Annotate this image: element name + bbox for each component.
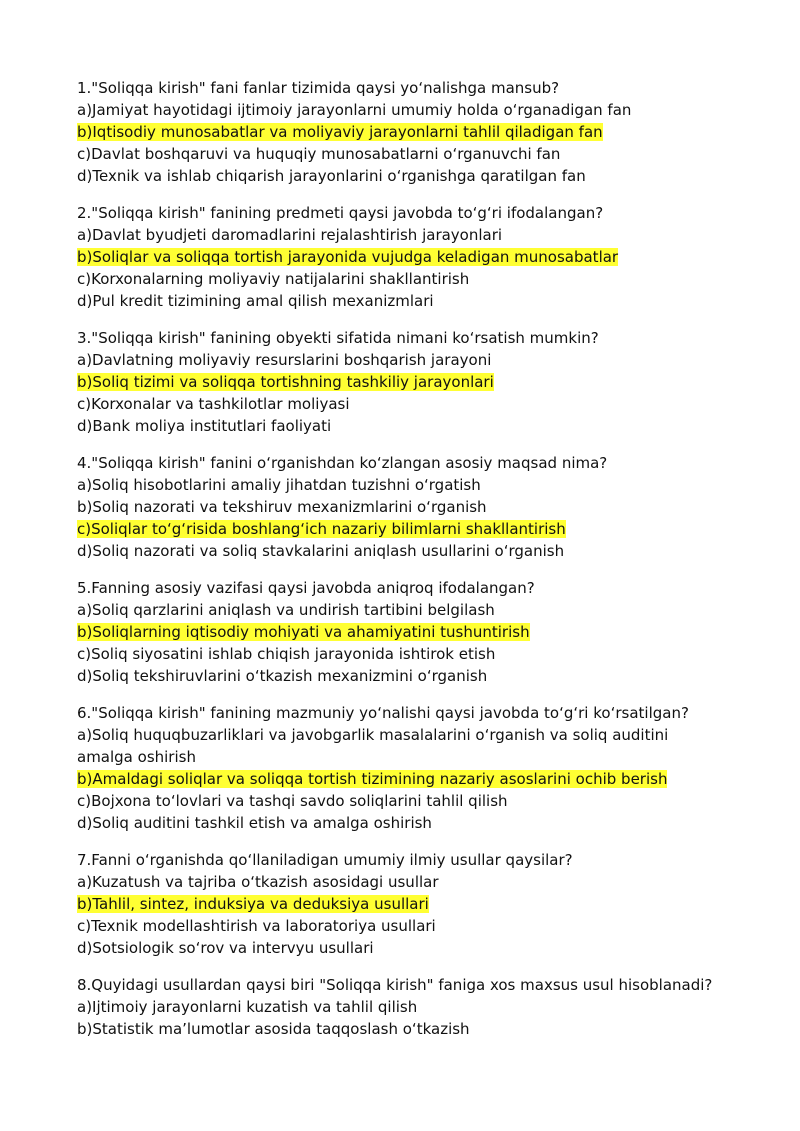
answer-option-text: c)Texnik modellashtirish va laboratoriya usullari xyxy=(77,917,436,935)
answer-option-text: a)Jamiyat hayotidagi ijtimoiy jarayonlarni umumiy holda o‘rganadigan fan xyxy=(77,101,632,119)
answer-option-text: b)Iqtisodiy munosabatlar va moliyaviy jarayonlarni tahlil qiladigan fan xyxy=(77,123,603,141)
question-text: 6."Soliqqa kirish" fanining mazmuniy yo‘nalishi qaysi javobda to‘g‘ri ko‘rsatilgan? xyxy=(77,704,689,722)
answer-option xyxy=(77,165,760,187)
answer-option xyxy=(77,268,760,290)
answer-option xyxy=(77,224,760,246)
answer-option-text: b)Amaldagi soliqlar va soliqqa tortish tizimining nazariy asoslarini ochib berish xyxy=(77,770,668,788)
answer-option xyxy=(77,871,760,893)
answer-option-text: a)Soliq hisobotlarini amaliy jihatdan tuzishni o‘rgatish xyxy=(77,476,481,494)
question-list xyxy=(77,77,760,1040)
answer-option-text: d)Soliq tekshiruvlarini o‘tkazish mexanizmini o‘rganish xyxy=(77,667,488,685)
answer-option xyxy=(77,99,760,121)
question-block xyxy=(77,577,760,687)
answer-option-text: d)Sotsiologik so‘rov va intervyu usullari xyxy=(77,939,374,957)
answer-option-correct xyxy=(77,893,760,915)
answer-option xyxy=(77,1018,760,1040)
answer-option xyxy=(77,915,760,937)
answer-option xyxy=(77,143,760,165)
answer-option xyxy=(77,996,760,1018)
question-text: 5.Fanning asosiy vazifasi qaysi javobda aniqroq ifodalangan? xyxy=(77,579,535,597)
answer-option-text: a)Davlat byudjeti daromadlarini rejalashtirish jarayonlari xyxy=(77,226,503,244)
question-text: 8.Quyidagi usullardan qaysi biri "Soliqqa kirish" faniga xos maxsus usul hisoblanadi? xyxy=(77,976,713,994)
answer-option xyxy=(77,393,760,415)
answer-option-text: d)Soliq auditini tashkil etish va amalga oshirish xyxy=(77,814,432,832)
answer-option-text: c)Soliqlar to‘g‘risida boshlang‘ich nazariy bilimlarni shakllantirish xyxy=(77,520,566,538)
answer-option-text: b)Soliqlar va soliqqa tortish jarayonida vujudga keladigan munosabatlar xyxy=(77,248,619,266)
question-block xyxy=(77,702,760,834)
answer-option-text: a)Ijtimoiy jarayonlarni kuzatish va tahlil qilish xyxy=(77,998,418,1016)
question-block xyxy=(77,77,760,187)
answer-option-text: b)Soliq nazorati va tekshiruv mexanizmlarini o‘rganish xyxy=(77,498,487,516)
question-block xyxy=(77,452,760,562)
answer-option xyxy=(77,937,760,959)
question-block xyxy=(77,974,760,1040)
answer-option-text: c)Korxonalarning moliyaviy natijalarini shakllantirish xyxy=(77,270,470,288)
answer-option-text: d)Texnik va ishlab chiqarish jarayonlarini o‘rganishga qaratilgan fan xyxy=(77,167,586,185)
answer-option-text: c)Korxonalar va tashkilotlar moliyasi xyxy=(77,395,350,413)
question-text: 7.Fanni o‘rganishda qo‘llaniladigan umumiy ilmiy usullar qaysilar? xyxy=(77,851,573,869)
answer-option-correct xyxy=(77,246,760,268)
answer-option-text: b)Statistik ma’lumotlar asosida taqqoslash o‘tkazish xyxy=(77,1020,470,1038)
question-block xyxy=(77,202,760,312)
answer-option-text: a)Soliq huquqbuzarliklari va javobgarlik masalalarini o‘rganish va soliq auditini amalga oshirish xyxy=(77,726,669,766)
answer-option xyxy=(77,415,760,437)
question-text: 1."Soliqqa kirish" fani fanlar tizimida qaysi yo‘nalishga mansub? xyxy=(77,79,560,97)
question-block xyxy=(77,849,760,959)
answer-option-text: d)Soliq nazorati va soliq stavkalarini aniqlash usullarini o‘rganish xyxy=(77,542,565,560)
answer-option xyxy=(77,496,760,518)
answer-option xyxy=(77,643,760,665)
answer-option-correct xyxy=(77,768,760,790)
answer-option-correct xyxy=(77,371,760,393)
answer-option-text: c)Bojxona to‘lovlari va tashqi savdo soliqlarini tahlil qilish xyxy=(77,792,508,810)
answer-option xyxy=(77,290,760,312)
answer-option xyxy=(77,665,760,687)
answer-option xyxy=(77,812,760,834)
answer-option xyxy=(77,474,760,496)
answer-option xyxy=(77,540,760,562)
answer-option-text: b)Tahlil, sintez, induksiya va deduksiya usullari xyxy=(77,895,429,913)
answer-option-text: a)Soliq qarzlarini aniqlash va undirish tartibini belgilash xyxy=(77,601,495,619)
answer-option-text: d)Pul kredit tizimining amal qilish mexanizmlari xyxy=(77,292,434,310)
answer-option-text: b)Soliq tizimi va soliqqa tortishning tashkiliy jarayonlari xyxy=(77,373,494,391)
question-text: 3."Soliqqa kirish" fanining obyekti sifatida nimani ko‘rsatish mumkin? xyxy=(77,329,599,347)
answer-option-text: c)Soliq siyosatini ishlab chiqish jarayonida ishtirok etish xyxy=(77,645,496,663)
answer-option xyxy=(77,349,760,371)
answer-option-correct xyxy=(77,518,760,540)
answer-option xyxy=(77,599,760,621)
question-text: 4."Soliqqa kirish" fanini o‘rganishdan ko‘zlangan asosiy maqsad nima? xyxy=(77,454,608,472)
answer-option-correct xyxy=(77,121,760,143)
answer-option-text: b)Soliqlarning iqtisodiy mohiyati va ahamiyatini tushuntirish xyxy=(77,623,530,641)
answer-option-text: c)Davlat boshqaruvi va huquqiy munosabatlarni o‘rganuvchi fan xyxy=(77,145,561,163)
answer-option-correct xyxy=(77,621,760,643)
question-block xyxy=(77,327,760,437)
answer-option xyxy=(77,724,717,768)
answer-option-text: a)Kuzatush va tajriba o‘tkazish asosidagi usullar xyxy=(77,873,439,891)
answer-option xyxy=(77,790,760,812)
answer-option-text: a)Davlatning moliyaviy resurslarini boshqarish jarayoni xyxy=(77,351,492,369)
answer-option-text: d)Bank moliya institutlari faoliyati xyxy=(77,417,332,435)
question-text: 2."Soliqqa kirish" fanining predmeti qaysi javobda to‘g‘ri ifodalangan? xyxy=(77,204,604,222)
